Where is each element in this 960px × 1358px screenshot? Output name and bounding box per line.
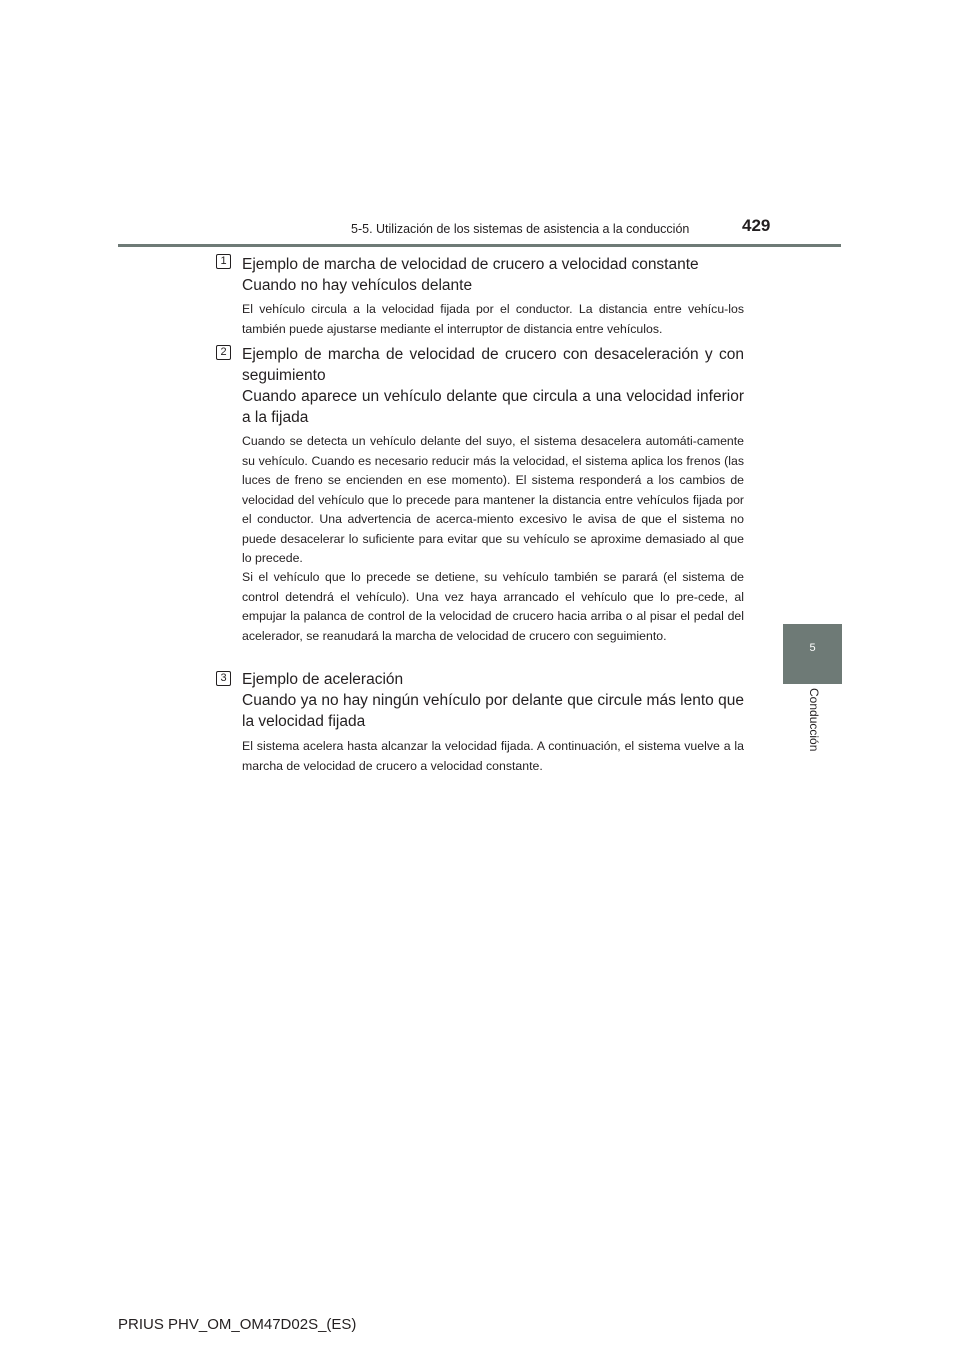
item-body-continued: Si el vehículo que lo precede se detiene, su vehículo también se parará (el sistema de control detendrá el vehículo). Una vez haya arrancado el vehículo que lo pre-cede, al empujar la palanca de control de la velocidad de crucero hacia arriba o al pisar el pedal del acelerador, se reanudará la marcha de velocidad de crucero con seguimiento.	[242, 570, 744, 643]
section-title: 5-5. Utilización de los sistemas de asistencia a la conducción	[351, 222, 690, 236]
item-number-badge: 2	[216, 345, 231, 360]
item-title-text: Ejemplo de marcha de velocidad de crucero con desaceleración y con seguimiento	[242, 346, 744, 384]
header-rule	[118, 244, 841, 247]
chapter-tab	[783, 624, 842, 684]
item-number-badge: 1	[216, 254, 231, 269]
item-title-text: Ejemplo de aceleración	[242, 671, 404, 688]
item-body: El sistema acelera hasta alcanzar la velocidad fijada. A continuación, el sistema vuelve a la marcha de velocidad de crucero a velocidad constante.	[242, 739, 744, 773]
document-id: PRIUS PHV_OM_OM47D02S_(ES)	[118, 1316, 357, 1333]
item-title-text: Ejemplo de marcha de velocidad de crucero a velocidad constante	[242, 256, 699, 273]
item-number-badge: 3	[216, 671, 231, 686]
item-title	[242, 344, 744, 428]
chapter-label: Conducción	[807, 688, 821, 752]
chapter-number: 5	[809, 642, 816, 654]
item-subtitle-text: Cuando no hay vehículos delante	[242, 277, 473, 294]
item-body: El vehículo circula a la velocidad fijada por el conductor. La distancia entre vehícu-los también puede ajustarse mediante el interruptor de distancia entre vehículos.	[242, 302, 744, 336]
item-title	[242, 254, 744, 296]
item-body: Cuando se detecta un vehículo delante del suyo, el sistema desacelera automáti-camente su vehículo. Cuando es necesario reducir más la velocidad, el sistema aplica los frenos (las luces de freno se encienden en ese momento). El sistema responderá a los cambios de velocidad del vehículo que lo precede para mantener la distancia entre vehículos fijada por el conductor. Una advertencia de acerca-miento excesivo le avisa de que el sistema no puede desacelerar lo suficiente para evitar que su vehículo se aproxime demasiado al que lo precede.	[242, 434, 744, 565]
item-subtitle-text: Cuando ya no hay ningún vehículo por delante que circule más lento que la velocidad fijada	[242, 692, 744, 730]
item-title	[242, 669, 744, 732]
page-number: 429	[742, 216, 771, 235]
item-subtitle-text: Cuando aparece un vehículo delante que circula a una velocidad inferior a la fijada	[242, 388, 744, 426]
